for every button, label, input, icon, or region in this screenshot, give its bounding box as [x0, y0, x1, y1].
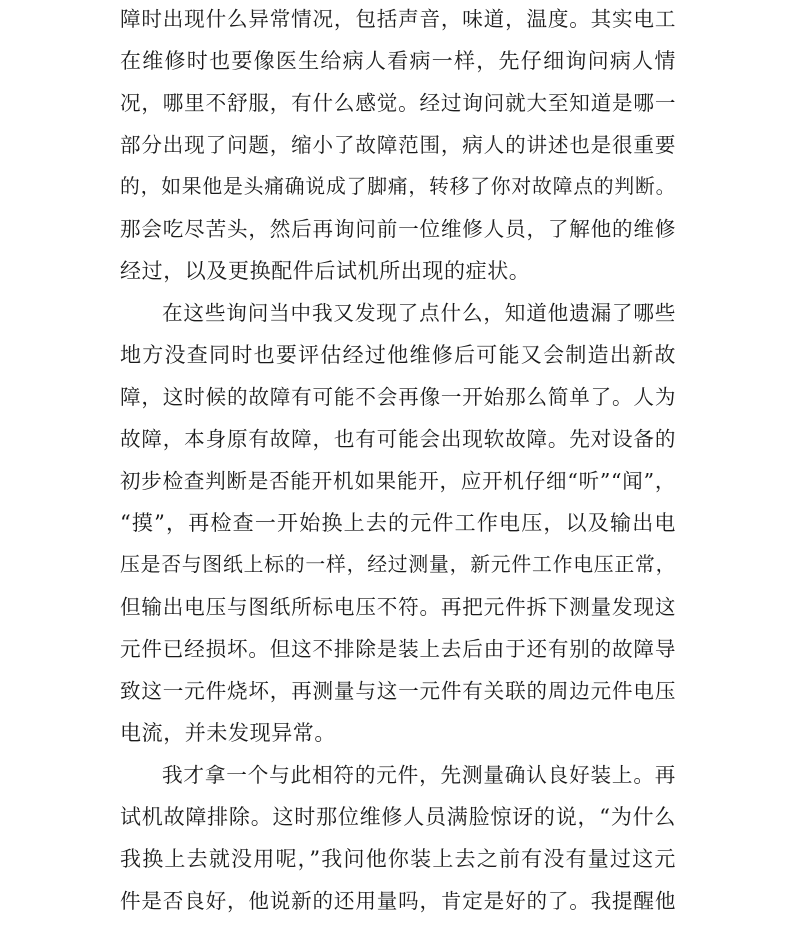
text-line: 障，这时候的故障有可能不会再像一开始那么简单了。人为: [120, 385, 676, 409]
text-line: 但输出电压与图纸所标电压不符。再把元件拆下测量发现这: [120, 595, 676, 619]
text-line: 经过，以及更换配件后试机所出现的症状。: [120, 259, 531, 283]
text-line: 件是否良好，他说新的还用量吗，肯定是好的了。我提醒他: [120, 889, 676, 913]
text-line: 况，哪里不舒服，有什么感觉。经过询问就大至知道是哪一: [120, 91, 676, 115]
text-line: 在维修时也要像医生给病人看病一样，先仔细询问病人情: [120, 49, 676, 73]
text-line: 我才拿一个与此相符的元件，先测量确认良好装上。再: [162, 763, 676, 787]
text-line: 那会吃尽苦头，然后再询问前一位维修人员，了解他的维修: [120, 217, 676, 241]
text-line: 在这些询问当中我又发现了点什么，知道他遗漏了哪些: [162, 301, 676, 325]
text-line: 致这一元件烧坏，再测量与这一元件有关联的周边元件电压: [120, 679, 676, 703]
text-line: 的，如果他是头痛确说成了脚痛，转移了你对故障点的判断。: [120, 175, 676, 198]
text-line: “摸”，再检查一开始换上去的元件工作电压，以及输出电: [120, 511, 676, 535]
text-line: 障时出现什么异常情况，包括声音，味道，温度。其实电工: [120, 7, 676, 31]
text-line: 部分出现了问题，缩小了故障范围，病人的讲述也是很重要: [120, 133, 676, 157]
text-line: 故障，本身原有故障，也有可能会出现软故障。先对设备的: [120, 427, 676, 451]
text-line: 初步检查判断是否能开机如果能开，应开机仔细“听”“闻”，: [120, 469, 676, 493]
text-line: 电流，并未发现异常。: [120, 721, 336, 745]
text-line: 元件已经损坏。但这不排除是装上去后由于还有别的故障导: [120, 637, 676, 661]
text-line: 地方没查同时也要评估经过他维修后可能又会制造出新故: [120, 343, 676, 367]
text-line: 压是否与图纸上标的一样，经过测量，新元件工作电压正常，: [120, 553, 676, 576]
text-line: 试机故障排除。这时那位维修人员满脸惊讶的说，“为什么: [120, 805, 676, 829]
text-line: 我换上去就没用呢，”我问他你装上去之前有没有量过这元: [120, 847, 676, 871]
